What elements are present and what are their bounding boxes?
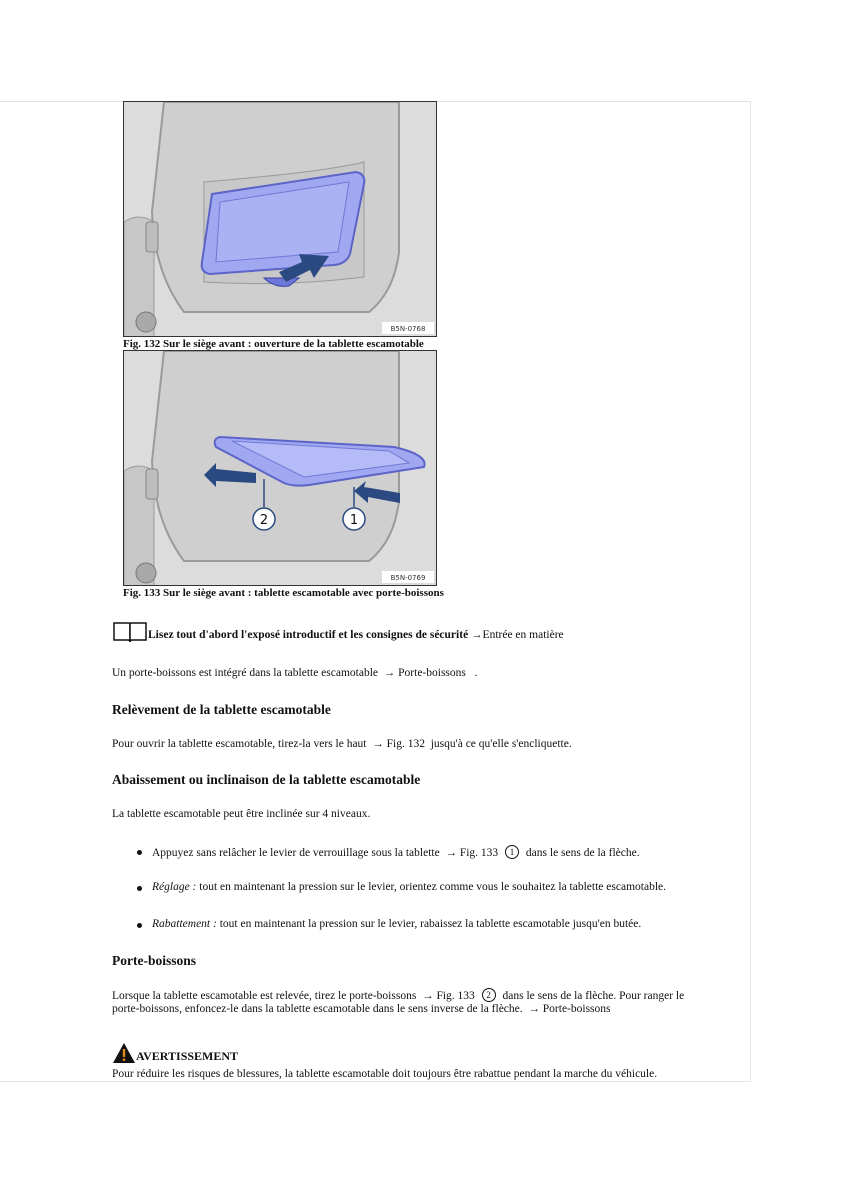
intro-bold: Lisez tout d'abord l'exposé introductif et les consignes de sécurité [148, 629, 469, 641]
link-porte-boissons[interactable]: → Porte-boissons [383, 667, 466, 679]
link-fig-132[interactable]: → Fig. 132 [372, 738, 425, 750]
marker-2: 2 [259, 513, 269, 528]
figure-caption: Fig. 132 Sur le siège avant : ouverture de la tablette escamotable [123, 338, 424, 350]
seat-tray-open-illustration [124, 102, 437, 337]
figure-code: B5N-0768 [390, 325, 426, 333]
list-item: Appuyez sans relâcher le levier de verrouillage sous la tablette → Fig. 133 1 dans le sens de la flèche. [152, 847, 640, 859]
figure-132 [123, 101, 437, 337]
heading-raise: Relèvement de la tablette escamotable [112, 702, 331, 717]
marker-1: 1 [349, 513, 359, 528]
seat-tray-cupholder-illustration [124, 351, 437, 586]
paragraph-cupholder-line1: Lorsque la tablette escamotable est relevée, tirez le porte-boissons → Fig. 133 2 dans le sens de la flèche. Pour ranger le [112, 990, 685, 1002]
marker-1: 1 [505, 845, 519, 859]
warning-title: AVERTISSEMENT [136, 1049, 239, 1063]
figure-caption: Fig. 133 Sur le siège avant : tablette escamotable avec porte-boissons [123, 587, 444, 599]
bullet [137, 886, 142, 891]
heading-cupholder: Porte-boissons [112, 953, 196, 968]
figure-133 [123, 350, 437, 586]
marker-2: 2 [482, 988, 496, 1002]
link-fig-133[interactable]: → Fig. 133 [445, 847, 499, 859]
paragraph-cupholder: Un porte-boissons est intégré dans la tablette escamotable → Porte-boissons . [112, 667, 478, 679]
warning-icon [112, 1042, 136, 1064]
link-porte-boissons[interactable]: → Porte-boissons [528, 1003, 611, 1015]
link-fig-133[interactable]: → Fig. 133 [422, 990, 475, 1002]
bullet [137, 923, 142, 928]
heading-lower: Abaissement ou inclinaison de la tablette escamotable [112, 772, 421, 787]
warning-text: Pour réduire les risques de blessures, la tablette escamotable doit toujours être rabattue pendant la marche du véhicule. [112, 1068, 658, 1080]
list-item: Rabattement : tout en maintenant la pression sur le levier, rabaissez la tablette escamotable jusqu'en butée. [152, 918, 642, 930]
intro-link[interactable]: →Entrée en matière [471, 629, 564, 641]
paragraph-raise: Pour ouvrir la tablette escamotable, tirez-la vers le haut → Fig. 132 jusqu'à ce qu'elle s'encliquette. [112, 738, 572, 750]
paragraph-cupholder-line2: porte-boissons, enfoncez-le dans la tablette escamotable dans le sens inverse de la flèche. → Porte-boissons [112, 1003, 611, 1015]
intro-line [112, 620, 564, 644]
book-icon [112, 620, 148, 644]
paragraph-levels: La tablette escamotable peut être inclinée sur 4 niveaux. [112, 808, 371, 820]
warning-title-line [112, 1042, 238, 1064]
bullet [137, 850, 142, 855]
figure-code: B5N-0769 [390, 574, 426, 582]
list-item: Réglage : tout en maintenant la pression sur le levier, orientez comme vous le souhaitez la tablette escamotable. [152, 881, 666, 893]
